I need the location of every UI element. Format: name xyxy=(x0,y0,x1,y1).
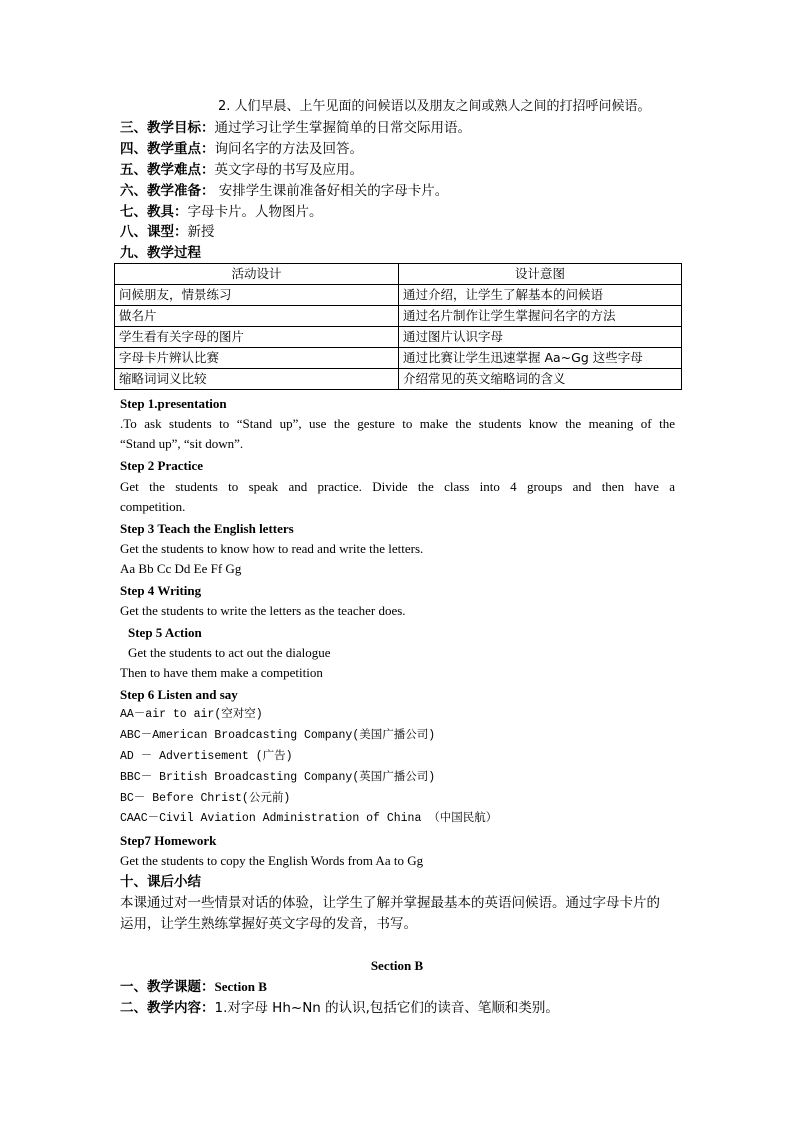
section-label: 七、教具： xyxy=(120,204,188,220)
table-cell: 缩略词词义比较 xyxy=(115,369,399,390)
abbreviation-line: AA－air to air(空对空) xyxy=(120,708,263,721)
step-1-text-line: “Stand up”, “sit down”. xyxy=(120,436,244,451)
section-preparation xyxy=(120,181,448,201)
step-2-text-line: Get the students to speak and practice. Divide the class into 4 groups and then have a xyxy=(120,479,675,494)
section-difficulties xyxy=(120,160,363,180)
table-header-activity: 活动设计 xyxy=(115,264,399,285)
table-cell: 通过比赛让学生迅速掌握 Aa~Gg 这些字母 xyxy=(399,348,682,369)
section-text: 询问名字的方法及回答。 xyxy=(214,141,363,157)
intro-line: 2. 人们早晨、上午见面的问候语以及朋友之间或熟人之间的打招呼问候语。 xyxy=(218,99,651,114)
table-header-row xyxy=(115,264,682,285)
table-cell: 字母卡片辨认比赛 xyxy=(115,348,399,369)
process-table xyxy=(114,263,682,390)
section-key-points xyxy=(120,139,363,159)
step-1-title: Step 1.presentation xyxy=(120,396,227,411)
section-teaching-aids xyxy=(120,202,323,222)
step-3-text-line: Get the students to know how to read and write the letters. xyxy=(120,541,424,556)
step-5-text-line: Then to have them make a competition xyxy=(120,665,323,680)
step-7-text-line: Get the students to copy the English Words from Aa to Gg xyxy=(120,853,424,868)
step-3-letters: Aa Bb Cc Dd Ee Ff Gg xyxy=(120,561,242,576)
section-text: 英文字母的书写及应用。 xyxy=(214,162,363,178)
abbreviation-line: CAAC－Civil Aviation Administration of China （中国民航） xyxy=(120,812,498,825)
section-label: 一、教学课题： xyxy=(120,979,215,995)
table-row xyxy=(115,285,682,306)
section-text: Section B xyxy=(214,979,267,994)
table-cell: 通过介绍，让学生了解基本的问候语 xyxy=(399,285,682,306)
step-6-title: Step 6 Listen and say xyxy=(120,687,238,702)
section-objectives xyxy=(120,118,471,138)
section-label: 六、教学准备： xyxy=(120,183,215,199)
abbreviation-line: BBC－ British Broadcasting Company(英国广播公司) xyxy=(120,771,436,784)
section-b-topic xyxy=(120,977,267,997)
step-2-title: Step 2 Practice xyxy=(120,458,204,473)
section-text: 1.对字母 Hh~Nn 的认识,包括它们的读音、笔顺和类别。 xyxy=(214,1000,559,1016)
step-1-text-line: .To ask students to “Stand up”, use the gesture to make the students know the meaning of the xyxy=(120,416,675,431)
section-b-content xyxy=(120,998,559,1018)
summary-label: 十、课后小结 xyxy=(120,874,201,890)
step-4-title: Step 4 Writing xyxy=(120,583,202,598)
summary-text-line: 本课通过对一些情景对话的体验，让学生了解并掌握最基本的英语问候语。通过字母卡片的 xyxy=(120,895,660,911)
abbreviation-line: AD － Advertisement (广告) xyxy=(120,750,293,763)
table-row xyxy=(115,348,682,369)
section-process xyxy=(120,243,201,263)
section-b-title: Section B xyxy=(370,958,424,973)
table-row xyxy=(115,327,682,348)
section-label: 二、教学内容： xyxy=(120,1000,215,1016)
section-label: 三、教学目标： xyxy=(120,120,215,136)
section-text: 新授 xyxy=(187,224,215,240)
table-row xyxy=(115,306,682,327)
summary-text-line: 运用，让学生熟练掌握好英文字母的发音，书写。 xyxy=(120,916,417,932)
step-5-title: Step 5 Action xyxy=(128,625,202,640)
abbreviation-line: ABC－American Broadcasting Company(美国广播公司) xyxy=(120,729,436,742)
table-cell: 学生看有关字母的图片 xyxy=(115,327,399,348)
section-text: 安排学生课前准备好相关的字母卡片。 xyxy=(214,183,449,199)
table-cell: 通过名片制作让学生掌握问名字的方法 xyxy=(399,306,682,327)
table-cell: 问候朋友，情景练习 xyxy=(115,285,399,306)
section-lesson-type xyxy=(120,222,215,242)
section-text: 通过学习让学生掌握简单的日常交际用语。 xyxy=(214,120,471,136)
section-text: 字母卡片。人物图片。 xyxy=(187,204,323,220)
table-cell: 通过图片认识字母 xyxy=(399,327,682,348)
step-2-text-line: competition. xyxy=(120,499,186,514)
step-7-title: Step7 Homework xyxy=(120,833,217,848)
table-row xyxy=(115,369,682,390)
section-label: 八、课型： xyxy=(120,224,188,240)
step-3-title: Step 3 Teach the English letters xyxy=(120,521,294,536)
abbreviation-line: BC－ Before Christ(公元前) xyxy=(120,792,291,805)
table-cell: 做名片 xyxy=(115,306,399,327)
step-4-text-line: Get the students to write the letters as the teacher does. xyxy=(120,603,406,618)
section-label: 五、教学难点： xyxy=(120,162,215,178)
table-cell: 介绍常见的英文缩略词的含义 xyxy=(399,369,682,390)
section-label: 九、教学过程 xyxy=(120,245,201,261)
step-5-text-line: Get the students to act out the dialogue xyxy=(128,645,331,660)
table-header-intent: 设计意图 xyxy=(399,264,682,285)
section-label: 四、教学重点： xyxy=(120,141,215,157)
